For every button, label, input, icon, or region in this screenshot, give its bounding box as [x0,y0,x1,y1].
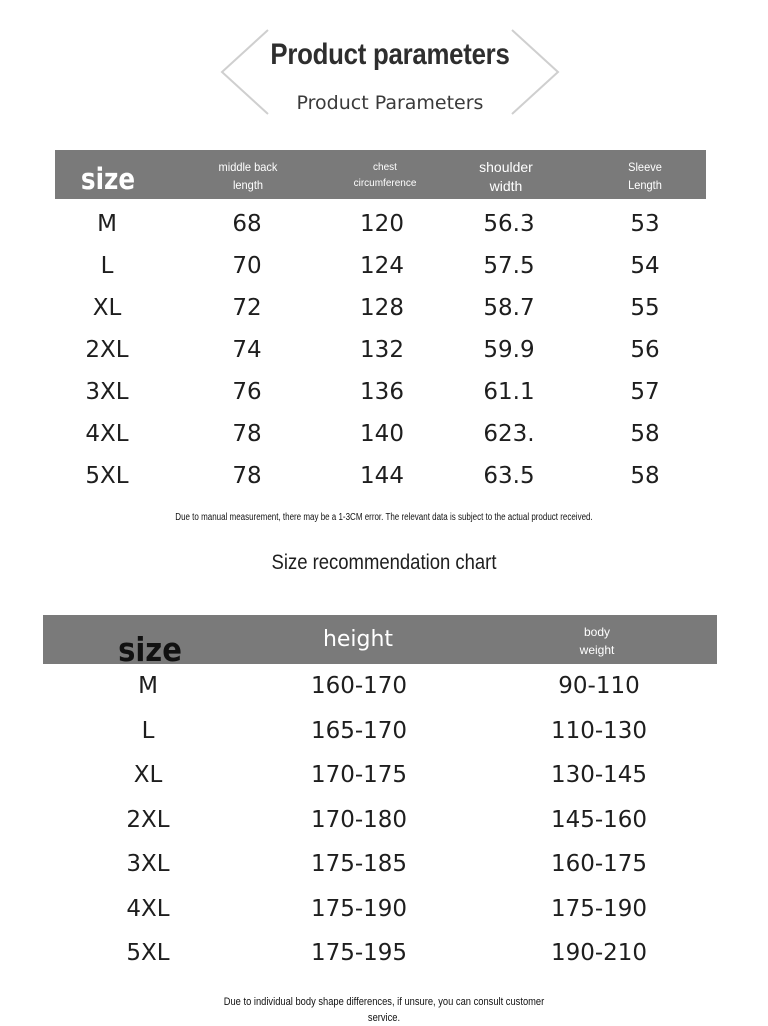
table-row [0,762,768,804]
cell-height: 175-195 [310,940,408,966]
cell-size: 2XL [126,807,170,833]
table-row [0,337,768,379]
cell-shoulder: 61.1 [483,379,535,405]
cell-size: 5XL [85,463,129,489]
cell-size: 3XL [126,851,170,877]
cell-size: 4XL [126,896,170,922]
cell-size: 5XL [126,940,170,966]
cell-height: 175-190 [310,896,408,922]
banner-title: Product parameters [270,38,510,71]
cell-chest: 136 [360,379,404,405]
table-row [0,807,768,849]
cell-shoulder: 59.9 [483,337,535,363]
cell-middle-back-length: 70 [232,253,262,279]
cell-weight: 190-210 [550,940,648,966]
cell-sleeve: 57 [630,379,660,405]
cell-sleeve: 54 [630,253,660,279]
cell-weight: 130-145 [550,762,648,788]
cell-height: 165-170 [310,718,408,744]
cell-sleeve: 56 [630,337,660,363]
header-height: height [322,627,394,652]
table-row [0,253,768,295]
table-row [0,379,768,421]
cell-chest: 132 [360,337,404,363]
cell-shoulder: 623. [483,421,535,447]
cell-sleeve: 55 [630,295,660,321]
cell-shoulder: 58.7 [483,295,535,321]
cell-shoulder: 56.3 [483,211,535,237]
header-sleeve-length: Sleeve Length [628,160,662,192]
cell-chest: 144 [360,463,404,489]
table-row [0,851,768,893]
table-row [0,463,768,505]
cell-weight: 160-175 [550,851,648,877]
table-row [0,211,768,253]
product-parameters-banner [220,28,560,116]
cell-middle-back-length: 78 [232,421,262,447]
cell-height: 175-185 [310,851,408,877]
cell-middle-back-length: 78 [232,463,262,489]
cell-weight: 145-160 [550,807,648,833]
cell-height: 170-180 [310,807,408,833]
cell-size: 4XL [85,421,129,447]
table-row [0,718,768,760]
cell-sleeve: 53 [630,211,660,237]
consult-note-line-1: Due to individual body shape differences, if unsure, you can consult customer [223,996,545,1008]
header-body-weight: body weight [579,625,615,657]
cell-shoulder: 57.5 [483,253,535,279]
cell-chest: 140 [360,421,404,447]
header-middle-back-length: middle back length [218,160,278,192]
header-size-overlap: size [118,630,182,669]
cell-height: 160-170 [310,673,408,699]
cell-middle-back-length: 72 [232,295,262,321]
cell-chest: 120 [360,211,404,237]
header-chest-circumference: chest circumference [353,162,417,189]
table-row [0,295,768,337]
cell-middle-back-length: 74 [232,337,262,363]
cell-size: M [97,211,117,237]
table-row [0,421,768,463]
cell-weight: 175-190 [550,896,648,922]
cell-height: 170-175 [310,762,408,788]
cell-size: M [138,673,158,699]
cell-middle-back-length: 68 [232,211,262,237]
cell-middle-back-length: 76 [232,379,262,405]
cell-shoulder: 63.5 [483,463,535,489]
cell-size: 2XL [85,337,129,363]
table-row [0,940,768,982]
cell-sleeve: 58 [630,421,660,447]
cell-size: XL [133,762,163,788]
header-shoulder-width: shoulder width [479,159,533,194]
header-size: size [80,162,136,196]
consult-note-line-2: service. [367,1012,401,1024]
cell-size: L [141,718,155,744]
consult-note [168,994,600,1026]
product-table-header [55,150,706,199]
table-row [0,896,768,938]
measurement-note: Due to manual measurement, there may be a 1-3CM error. The relevant data is subject to the actual product received. [175,512,593,523]
cell-weight: 110-130 [550,718,648,744]
size-recommendation-title: Size recommendation chart [271,551,497,574]
table-row [0,673,768,715]
cell-size: XL [92,295,122,321]
cell-weight: 90-110 [558,673,640,699]
cell-size: L [100,253,114,279]
cell-chest: 128 [360,295,404,321]
cell-chest: 124 [360,253,404,279]
cell-size: 3XL [85,379,129,405]
banner-subtitle: Product Parameters [296,92,484,114]
cell-sleeve: 58 [630,463,660,489]
